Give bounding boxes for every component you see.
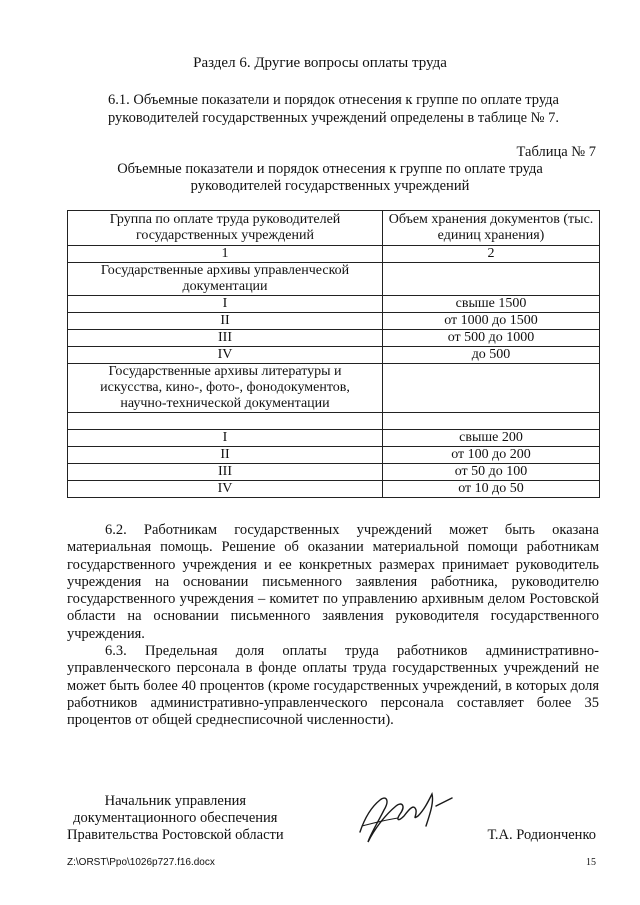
paragraph-6-1: 6.1. Объемные показатели и порядок отнесения к группе по оплате труда руководителей государственных учреждений определены в таблице № 7. bbox=[107, 92, 560, 126]
volume-cell: от 500 до 1000 bbox=[383, 330, 600, 347]
volume-cell: свыше 1500 bbox=[383, 296, 600, 313]
page-number: 15 bbox=[586, 857, 596, 868]
table-row bbox=[68, 330, 600, 347]
table-row bbox=[68, 481, 600, 498]
numbering-col-2: 2 bbox=[383, 246, 600, 263]
body-text bbox=[67, 522, 599, 730]
table-caption-line-1: Объемные показатели и порядок отнесения к группе по оплате труда bbox=[117, 161, 543, 177]
group-cell: IV bbox=[68, 347, 383, 364]
volume-cell: свыше 200 bbox=[383, 430, 600, 447]
numbering-col-1: 1 bbox=[68, 246, 383, 263]
group-cell: III bbox=[68, 330, 383, 347]
table-row bbox=[68, 464, 600, 481]
volume-cell: от 10 до 50 bbox=[383, 481, 600, 498]
volume-cell: от 1000 до 1500 bbox=[383, 313, 600, 330]
volume-cell: от 100 до 200 bbox=[383, 447, 600, 464]
table-row bbox=[68, 313, 600, 330]
group-cell: II bbox=[68, 447, 383, 464]
paragraph-6-2: 6.2. Работникам государственных учреждений может быть оказана материальная помощь. Решение об оказании материальной помощи работникам государственного учреждения и ее конкретных размерах принимает руководитель учреждения на основании письменного заявления работника, руководителю государственного учреждения – комитет по управлению архивным делом Ростовской области на основании письменного заявления руководителя государственного учреждения. bbox=[67, 522, 599, 642]
group-cell: I bbox=[68, 296, 383, 313]
volume-cell: от 50 до 100 bbox=[383, 464, 600, 481]
paragraph-6-3: 6.3. Предельная доля оплаты труда работников административно-управленческого персонала в фонде оплаты труда государственных учреждений не может быть более 40 процентов (кроме государственных учреждений, в которых доля работников административно-управленческого персонала составляет более 35 процентов от общей среднесписочной численности). bbox=[67, 643, 599, 729]
footer-file-path: Z:\ORST\Ppo\1026p727.f16.docx bbox=[67, 857, 215, 868]
table-caption-line-2: руководителей государственных учреждений bbox=[190, 178, 470, 194]
table-numbering-row bbox=[68, 246, 600, 263]
group2-title-row bbox=[68, 364, 600, 413]
signatory-line-3: Правительства Ростовской области bbox=[67, 827, 284, 843]
signatory-line-1: Начальник управления bbox=[104, 793, 247, 809]
table-row bbox=[68, 430, 600, 447]
table-header-row bbox=[68, 211, 600, 246]
group-cell: II bbox=[68, 313, 383, 330]
table-caption bbox=[90, 161, 570, 195]
signatory-title bbox=[67, 793, 284, 844]
section-title: Раздел 6. Другие вопросы оплаты труда bbox=[193, 55, 447, 71]
gap-cell bbox=[383, 413, 600, 430]
gap-cell bbox=[68, 413, 383, 430]
signatory-name: Т.А. Родионченко bbox=[487, 827, 596, 843]
header-volume: Объем хранения документов (тыс. единиц хранения) bbox=[383, 211, 600, 246]
table-row bbox=[68, 447, 600, 464]
group1-title-row bbox=[68, 263, 600, 296]
table-row bbox=[68, 296, 600, 313]
group-cell: IV bbox=[68, 481, 383, 498]
table-gap-row bbox=[68, 413, 600, 430]
handwritten-signature bbox=[340, 780, 470, 850]
header-group: Группа по оплате труда руководителей государственных учреждений bbox=[68, 211, 383, 246]
table-row bbox=[68, 347, 600, 364]
group2-title: Государственные архивы литературы и искусства, кино-, фото-, фонодокументов, научно-технической документации bbox=[68, 364, 383, 413]
volume-cell: до 500 bbox=[383, 347, 600, 364]
signatory-line-2: документационного обеспечения bbox=[73, 810, 278, 826]
table-label: Таблица № 7 bbox=[516, 144, 596, 160]
group1-title-empty bbox=[383, 263, 600, 296]
group-cell: III bbox=[68, 464, 383, 481]
group2-title-empty bbox=[383, 364, 600, 413]
group-cell: I bbox=[68, 430, 383, 447]
group1-title: Государственные архивы управленческой документации bbox=[68, 263, 383, 296]
volume-table bbox=[67, 210, 600, 498]
